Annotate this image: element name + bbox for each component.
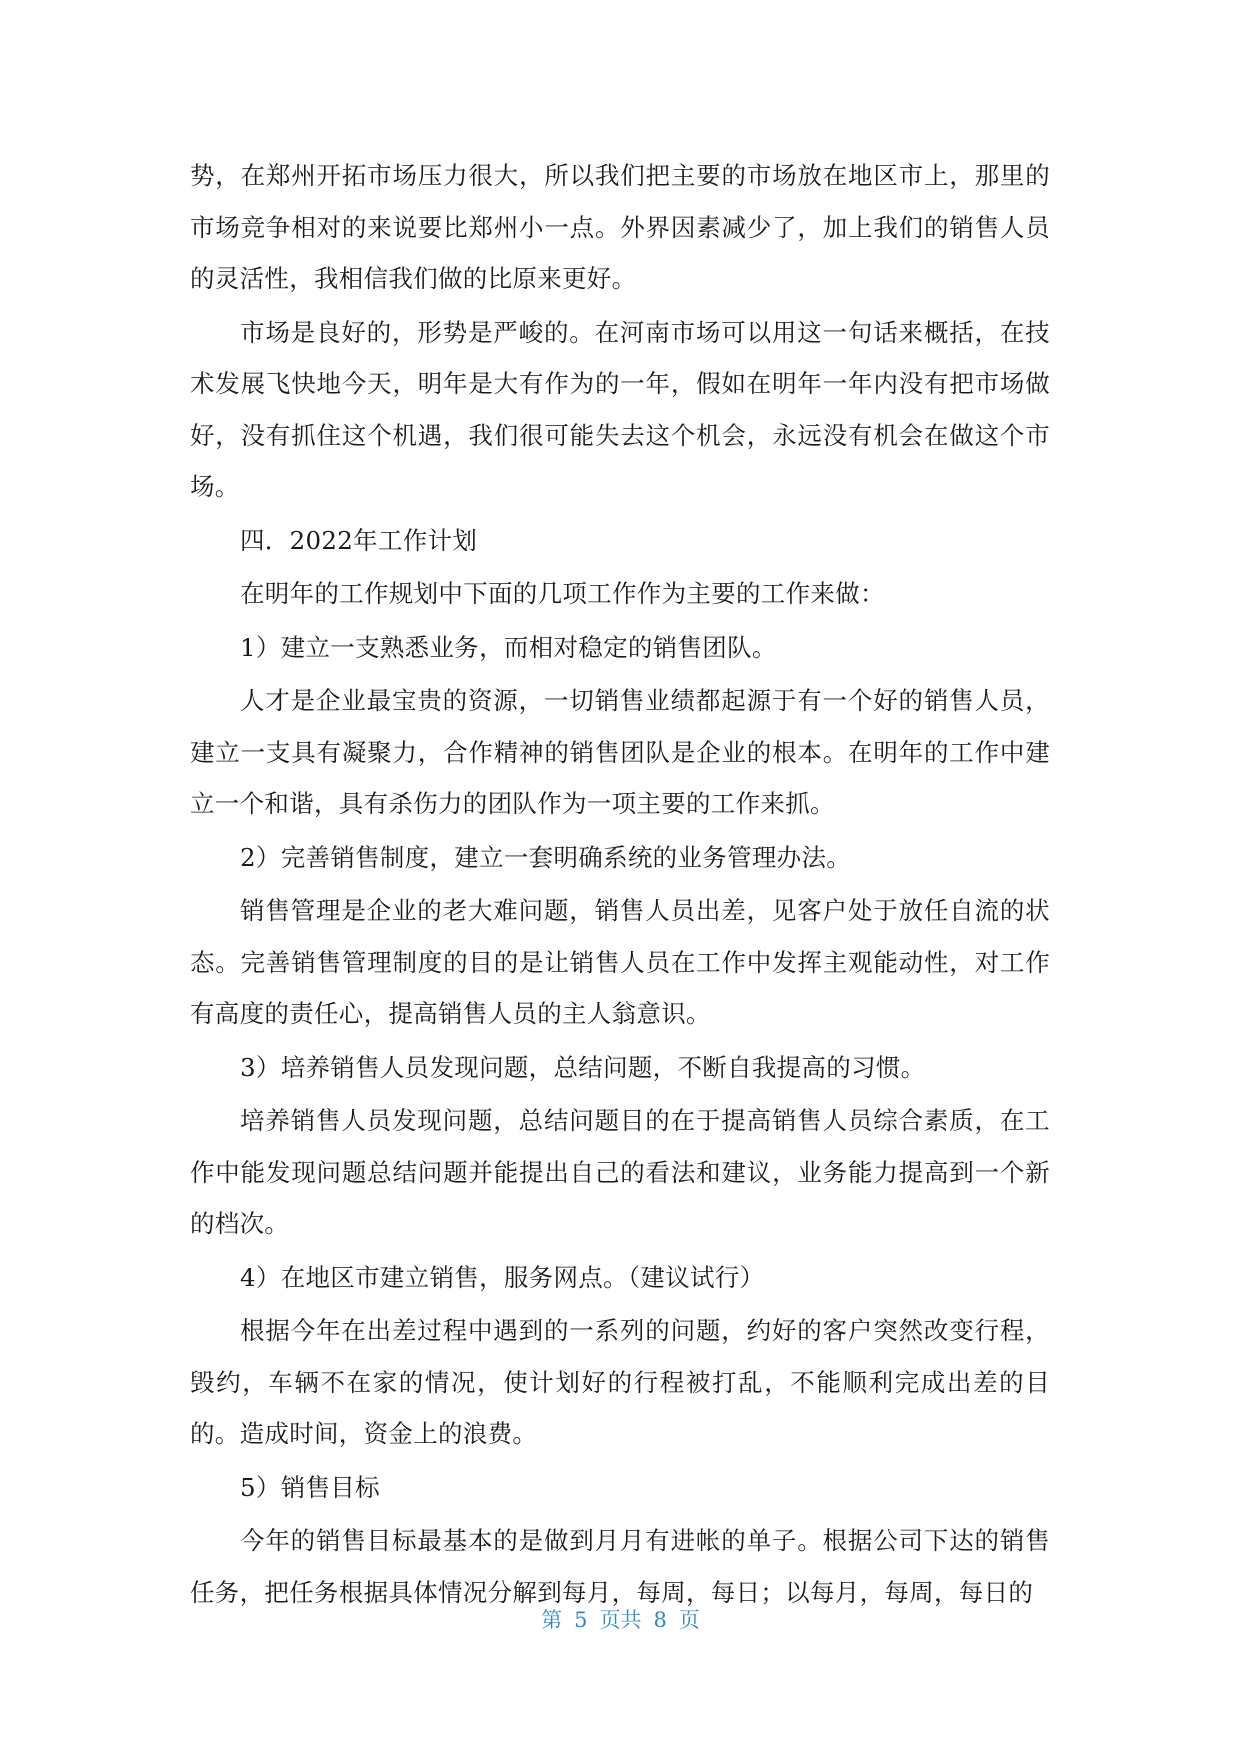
item-4-body: 根据今年在出差过程中遇到的一系列的问题，约好的客户突然改变行程，毁约，车辆不在家的情况，使计划好的行程被打乱，不能顺利完成出差的目的。造成时间，资金上的浪费。 xyxy=(190,1316,1050,1448)
paragraph-1: 势，在郑州开拓市场压力很大，所以我们把主要的市场放在地区市上，那里的市场竞争相对的来说要比郑州小一点。外界因素减少了，加上我们的销售人员的灵活性，我相信我们做的比原来更好。 xyxy=(190,161,1050,293)
item-4-heading: 4）在地区市建立销售，服务网点。（建议试行） xyxy=(240,1262,765,1292)
item-3-heading: 3）培养销售人员发现问题，总结问题，不断自我提高的习惯。 xyxy=(240,1052,926,1082)
footer-total-pages: 8 xyxy=(653,1608,667,1632)
footer-page-number: 5 xyxy=(574,1608,588,1632)
item-1-body: 人才是企业最宝贵的资源，一切销售业绩都起源于有一个好的销售人员，建立一支具有凝聚力，合作精神的销售团队是企业的根本。在明年的工作中建立一个和谐，具有杀伤力的团队作为一项主要的工作来抓。 xyxy=(190,686,1050,818)
item-1-heading: 1）建立一支熟悉业务，而相对稳定的销售团队。 xyxy=(240,632,777,662)
footer-prefix: 第 xyxy=(541,1608,563,1632)
paragraph-intro: 在明年的工作规划中下面的几项工作作为主要的工作来做： xyxy=(240,579,885,608)
document-body xyxy=(190,150,1050,1620)
footer-middle: 页共 xyxy=(599,1608,642,1632)
footer-suffix: 页 xyxy=(678,1608,700,1632)
item-5-body: 今年的销售目标最基本的是做到月月有进帐的单子。根据公司下达的销售任务，把任务根据具体情况分解到每月，每周，每日；以每月，每周，每日的 xyxy=(190,1526,1050,1607)
item-3-body: 培养销售人员发现问题，总结问题目的在于提高销售人员综合素质，在工作中能发现问题总结问题并能提出自己的看法和建议，业务能力提高到一个新的档次。 xyxy=(190,1106,1050,1238)
section-heading: 四．2022年工作计划 xyxy=(240,525,478,555)
paragraph-2: 市场是良好的，形势是严峻的。在河南市场可以用这一句话来概括，在技术发展飞快地今天，明年是大有作为的一年，假如在明年一年内没有把市场做好，没有抓住这个机遇，我们很可能失去这个机会，永远没有机会在做这个市场。 xyxy=(190,317,1050,501)
item-5-heading: 5）销售目标 xyxy=(240,1472,380,1502)
page-footer xyxy=(0,1604,1241,1634)
item-2-body: 销售管理是企业的老大难问题，销售人员出差，见客户处于放任自流的状态。完善销售管理制度的目的是让销售人员在工作中发挥主观能动性，对工作有高度的责任心，提高销售人员的主人翁意识。 xyxy=(190,896,1050,1028)
item-2-heading: 2）完善销售制度，建立一套明确系统的业务管理办法。 xyxy=(240,842,852,872)
